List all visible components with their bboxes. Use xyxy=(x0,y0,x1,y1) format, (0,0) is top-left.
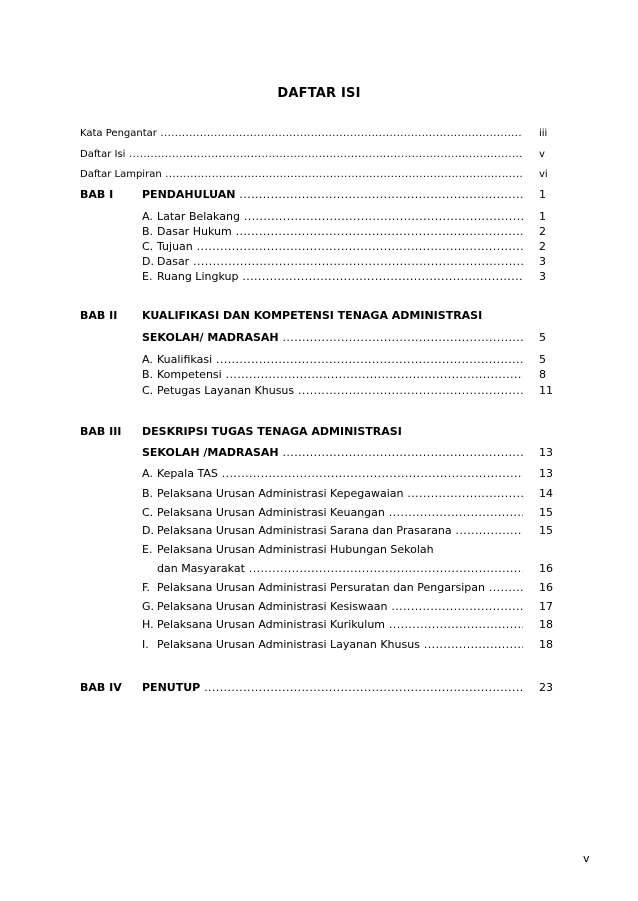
toc-row-bab-4[interactable] xyxy=(80,680,553,696)
item-text: Kualifikasi xyxy=(157,353,213,366)
toc-page-number: 2 xyxy=(539,240,546,253)
item-letter: B. xyxy=(142,487,154,500)
toc-entry-text: Daftar Isi ..... xyxy=(80,147,523,163)
item-text: Dasar xyxy=(157,255,190,268)
chapter-label: BAB III xyxy=(80,425,122,438)
toc-row-bab-1-d[interactable] xyxy=(80,254,550,270)
item-letter: A. xyxy=(142,353,153,366)
toc-row-bab-1-c[interactable] xyxy=(80,239,550,255)
chapter-title: PENUTUP ..... xyxy=(142,680,523,696)
toc-row-bab-1-a[interactable] xyxy=(80,209,550,225)
chapter-label: BAB IV xyxy=(80,681,122,694)
toc-row-bab-1-b[interactable] xyxy=(80,224,550,240)
chapter-title-line-1: DESKRIPSI TUGAS TENAGA ADMINISTRASI xyxy=(142,425,402,438)
toc-row-bab-3-e[interactable] xyxy=(80,542,550,558)
item-letter: A. xyxy=(142,210,153,223)
item-text: Kompetensi xyxy=(157,368,222,381)
item-text: Pelaksana Urusan Administrasi Kepegawaian xyxy=(157,487,404,500)
item-letter: F. xyxy=(142,581,151,594)
toc-row-bab-3-h[interactable] xyxy=(80,617,553,633)
toc-page-number: 3 xyxy=(539,270,546,283)
toc-row-bab-3[interactable] xyxy=(80,424,550,440)
toc-row-daftar-isi[interactable] xyxy=(80,147,550,163)
toc-row-bab-3-c[interactable] xyxy=(80,505,553,521)
item-text: Pelaksana Urusan Administrasi Kurikulum xyxy=(157,618,386,631)
item-letter: I. xyxy=(142,638,149,651)
item-text: Latar Belakang xyxy=(157,210,240,223)
item-text: Tujuan xyxy=(157,240,193,253)
item-text: Pelaksana Urusan Administrasi Sarana dan Prasarana xyxy=(157,524,452,537)
toc-page-number: vi xyxy=(539,169,548,180)
chapter-title-line-1: KUALIFIKASI DAN KOMPETENSI TENAGA ADMINISTRASI xyxy=(142,309,483,322)
toc-page-number: 11 xyxy=(539,384,553,397)
toc-page-number: 1 xyxy=(539,188,546,201)
toc-page-number: 23 xyxy=(539,681,553,694)
toc-row-bab-3-f[interactable] xyxy=(80,580,553,596)
toc-page-number: 1 xyxy=(539,210,546,223)
toc-page-number: 8 xyxy=(539,368,546,381)
item-letter: H. xyxy=(142,618,154,631)
item-text: Petugas Layanan Khusus xyxy=(157,384,295,397)
toc-entry-text: Daftar Lampiran ..... xyxy=(80,167,523,183)
toc-row-bab-2-a[interactable] xyxy=(80,352,550,368)
toc-page-number: 5 xyxy=(539,331,546,344)
toc-page-number: 18 xyxy=(539,618,553,631)
toc-row-kata-pengantar[interactable] xyxy=(80,126,550,142)
toc-row-bab-3-b[interactable] xyxy=(80,486,553,502)
item-letter: C. xyxy=(142,384,154,397)
toc-page-number: 13 xyxy=(539,467,553,480)
item-letter: D. xyxy=(142,255,154,268)
item-letter: E. xyxy=(142,270,153,283)
item-text: Pelaksana Urusan Administrasi Layanan Khusus xyxy=(157,638,420,651)
toc-page-number: 15 xyxy=(539,524,553,537)
item-text: Dasar Hukum xyxy=(157,225,232,238)
chapter-label: BAB I xyxy=(80,188,114,201)
toc-page-number: 5 xyxy=(539,353,546,366)
toc-row-bab-3-e-continued[interactable] xyxy=(80,561,553,577)
toc-page-number: 14 xyxy=(539,487,553,500)
toc-row-bab-1[interactable] xyxy=(80,187,550,203)
toc-row-bab-3-d[interactable] xyxy=(80,523,553,539)
chapter-title-line-2: SEKOLAH /MADRASAH ..... xyxy=(142,445,523,461)
toc-page-number: iii xyxy=(539,128,548,139)
item-letter: E. xyxy=(142,543,153,556)
item-text: Pelaksana Urusan Administrasi Kesiswaan xyxy=(157,600,388,613)
toc-page-number: 13 xyxy=(539,446,553,459)
toc-row-bab-2[interactable] xyxy=(80,308,550,324)
toc-row-bab-3-g[interactable] xyxy=(80,599,553,615)
item-letter: A. xyxy=(142,467,153,480)
toc-page-number: 18 xyxy=(539,638,553,651)
item-text: Ruang Lingkup xyxy=(157,270,239,283)
chapter-title: PENDAHULUAN ..... xyxy=(142,187,523,203)
toc-page-number: 17 xyxy=(539,600,553,613)
toc-row-bab-1-e[interactable] xyxy=(80,269,550,285)
item-text: Pelaksana Urusan Administrasi Keuangan xyxy=(157,506,385,519)
chapter-title-line-2: SEKOLAH/ MADRASAH ..... xyxy=(142,330,523,346)
toc-row-daftar-lampiran[interactable] xyxy=(80,167,550,183)
item-letter: C. xyxy=(142,240,154,253)
toc-row-bab-3-i[interactable] xyxy=(80,637,553,653)
toc-row-bab-3-a[interactable] xyxy=(80,466,553,482)
toc-row-bab-2-c[interactable] xyxy=(80,383,553,399)
item-text: Kepala TAS xyxy=(157,467,218,480)
toc-page-number: 15 xyxy=(539,506,553,519)
toc-row-bab-2-title-line-2[interactable] xyxy=(80,330,550,346)
toc-entry-text: Kata Pengantar ..... xyxy=(80,126,523,142)
item-text: Pelaksana Urusan Administrasi Persuratan dan Pengarsipan xyxy=(157,581,485,594)
chapter-label: BAB II xyxy=(80,309,118,322)
footer-page-number: v xyxy=(583,852,590,865)
item-letter: D. xyxy=(142,524,154,537)
item-letter: B. xyxy=(142,368,154,381)
item-letter: G. xyxy=(142,600,155,613)
page-title: DAFTAR ISI xyxy=(277,86,361,101)
toc-page-number: 2 xyxy=(539,225,546,238)
toc-page-number: 3 xyxy=(539,255,546,268)
item-letter: C. xyxy=(142,506,154,519)
toc-page-number: 16 xyxy=(539,581,553,594)
item-letter: B. xyxy=(142,225,154,238)
item-text: dan Masyarakat xyxy=(157,562,245,575)
toc-row-bab-3-title-line-2[interactable] xyxy=(80,445,553,461)
toc-page-number: v xyxy=(539,149,545,160)
toc-row-bab-2-b[interactable] xyxy=(80,367,550,383)
toc-page-number: 16 xyxy=(539,562,553,575)
item-text: Pelaksana Urusan Administrasi Hubungan Sekolah xyxy=(157,543,434,556)
